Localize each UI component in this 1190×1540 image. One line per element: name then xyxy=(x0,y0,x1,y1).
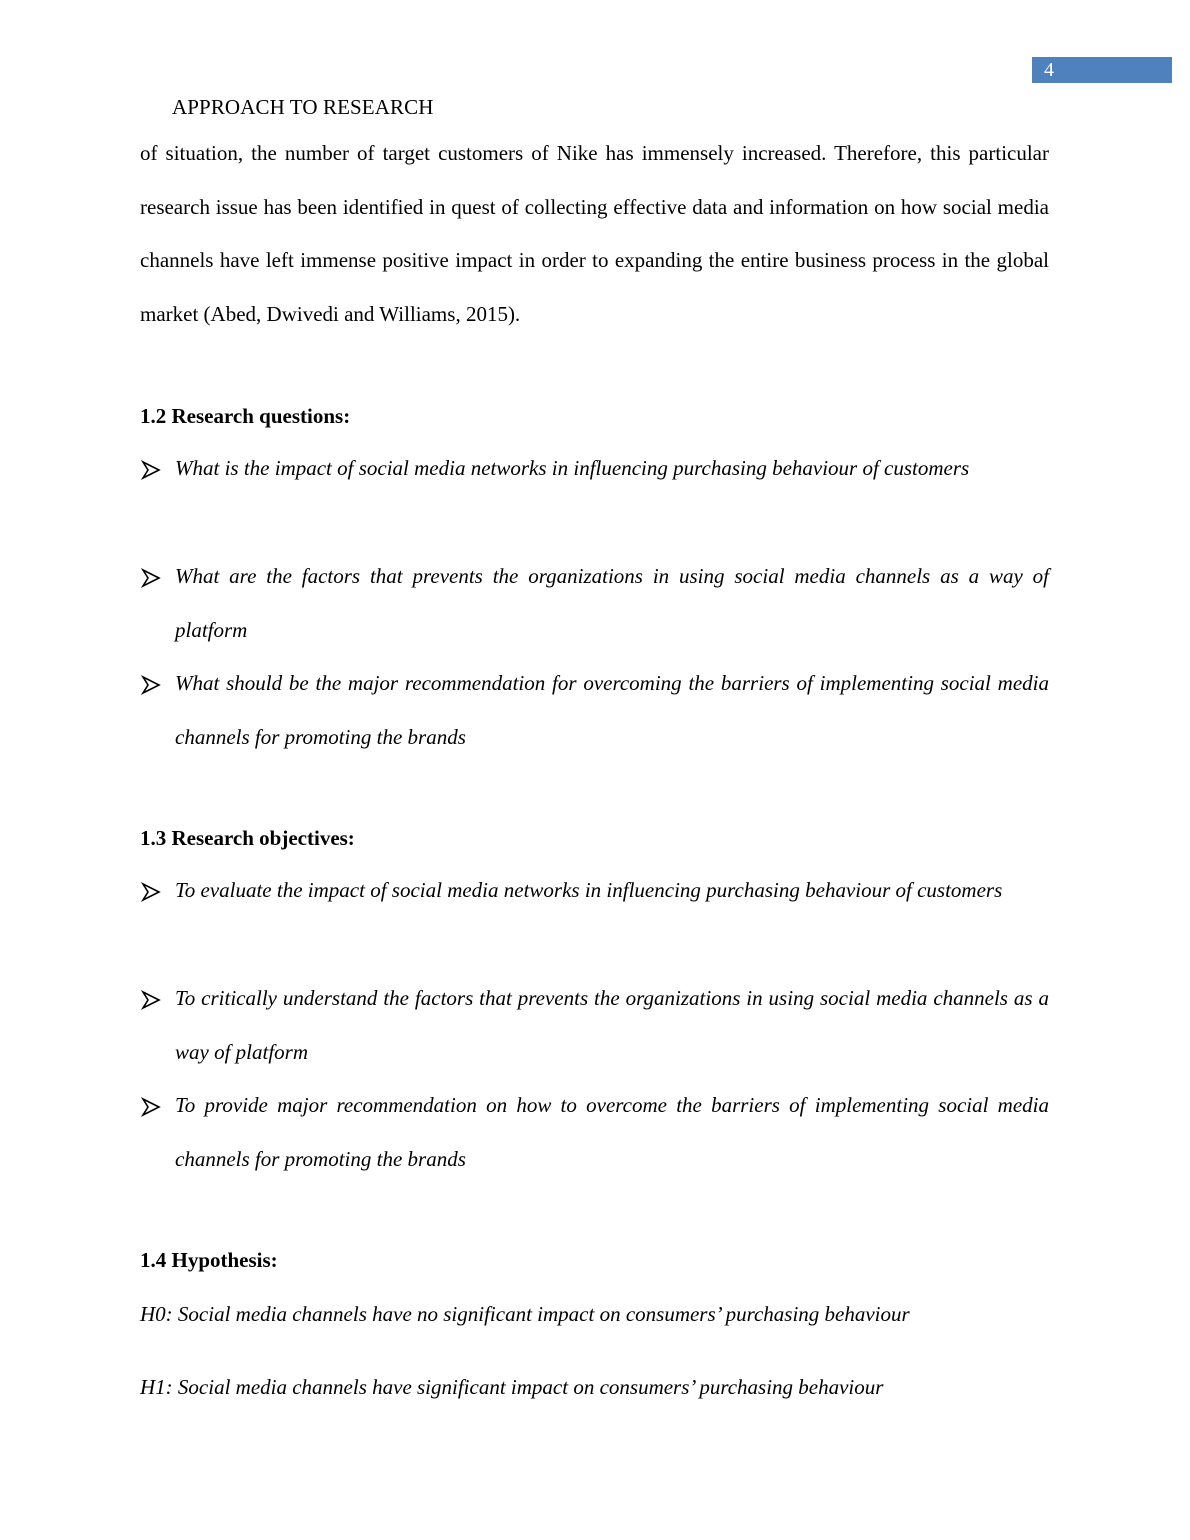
arrowhead-bullet-icon xyxy=(140,1091,162,1121)
research-objectives-heading: 1.3 Research objectives: xyxy=(140,826,355,850)
arrowhead-bullet-icon xyxy=(140,876,162,906)
arrowhead-bullet-icon xyxy=(140,984,162,1014)
research-question-text: What should be the major recommendation for overcoming the barriers of implementing social media channels for promoting the brands xyxy=(175,671,1049,749)
research-question-text: What is the impact of social media networks in influencing purchasing behaviour of customers xyxy=(175,456,970,480)
hypothesis-heading: 1.4 Hypothesis: xyxy=(140,1248,278,1272)
arrowhead-bullet-icon xyxy=(140,454,162,484)
research-question-text: What are the factors that prevents the organizations in using social media channels as a way of platform xyxy=(175,564,1049,642)
research-objective-text: To critically understand the factors that prevents the organizations in using social media channels as a way of platform xyxy=(175,986,1049,1064)
hypothesis-h1: H1: Social media channels have significant impact on consumers’ purchasing behaviour xyxy=(140,1375,884,1399)
arrowhead-bullet-icon xyxy=(140,669,162,699)
research-objective-text: To evaluate the impact of social media networks in influencing purchasing behaviour of customers xyxy=(175,878,1003,902)
page-number: 4 xyxy=(1044,59,1054,81)
running-head: APPROACH TO RESEARCH xyxy=(172,95,434,119)
hypothesis-h0: H0: Social media channels have no significant impact on consumers’ purchasing behaviour xyxy=(140,1302,910,1326)
research-questions-heading: 1.2 Research questions: xyxy=(140,404,351,428)
arrowhead-bullet-icon xyxy=(140,562,162,592)
body-paragraph: of situation, the number of target customers of Nike has immensely increased. Therefore, this particular research issue has been identified in quest of collecting effective data and information on how social media channels have left immense positive impact in order to expanding the entire business process in the global market (Abed, Dwivedi and Williams, 2015). xyxy=(140,141,1049,327)
research-objective-text: To provide major recommendation on how to overcome the barriers of implementing social media channels for promoting the brands xyxy=(175,1093,1049,1171)
